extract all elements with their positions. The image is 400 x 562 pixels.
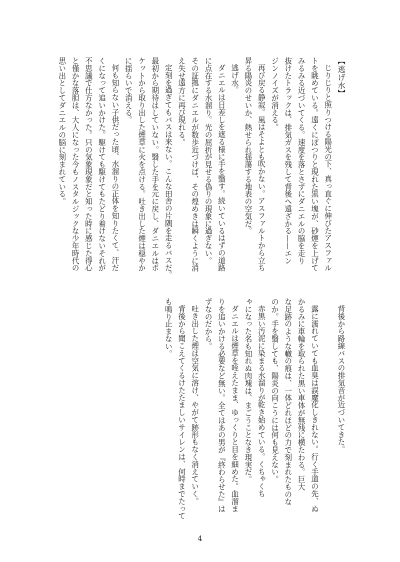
text-line: え失せ遠方に再び現れる。 [177, 57, 187, 146]
chapter-title: 【逃げ水】 [337, 57, 346, 98]
text-line: 再び戻る静寂。風はそよとも吹かない。アスファルトから立ち [257, 64, 267, 272]
text-block-top [55, 57, 348, 281]
text-line: ずなのだから。 [204, 298, 214, 350]
text-line: に点在する水溜り。光の屈折が見せる偽りの現象に過ぎない。 [204, 57, 214, 265]
text-line: その証拠にダニエルが数歩近づけば、その煌めきは瞬くように消 [190, 57, 200, 272]
text-line: ジンノイズが消える。 [270, 57, 280, 131]
text-line: 定刻を過ぎてもバスは来ない。こんな田舎の片隅を走るバスだ。 [164, 64, 174, 279]
text-line: かるみに車輪を取られた黒い車体が無残に横たわる。巨大 [297, 298, 307, 491]
text-line: のか。手を翳しても、陽炎の向こうには何も見えない。 [270, 298, 280, 483]
text-line: ダニエルは煙草を咥えたまま、ゆっくりと目を細めた。血溜ま [230, 305, 240, 513]
text-line: ダニエルは日差しを遮る様に手を翳す。続いているはずの道路 [217, 64, 227, 272]
text-block-bottom [162, 298, 348, 522]
text-line: ゃになった名も知れぬ肉塊は、まごうことなき現実だ。 [243, 298, 253, 483]
text-line: 最初から期待はしていない。翳した手を元に戻し、ダニエルはポ [150, 57, 160, 272]
text-line: 逃げ水。 [230, 64, 240, 94]
text-line: くになって追いかけた。駆けても駆けてもたどり着けないそれが [97, 57, 107, 272]
text-line: 吐き出した煙は空気に溶け、やがて跡形もなく消えていく。 [190, 305, 200, 506]
text-line: りを追いかける必要など無い。全てはあの男が『終わらせた』は [217, 298, 227, 513]
text-line: に揺らいで消える。 [124, 57, 134, 124]
text-line: みるみる近づいてくる。速度を落とさずにダニエルの脇を走り [297, 57, 307, 265]
text-line: 抜けたトラックは、排気ガスを残して背後へ遠ざかる——エン [283, 57, 293, 265]
text-line: ケットから取り出した煙草に火を点ける。吐き出した煙は穏やか [137, 57, 147, 272]
text-line: 何も知らない子供だった頃、水溜りの正体を知りたくて、汗だ [110, 64, 120, 272]
text-line: 思い出としてダニエルの脳に刻まれている。 [57, 57, 67, 205]
section-break [321, 298, 334, 522]
text-line: 昇る陽炎のせいか、熱せられ揺蕩する地表の空気だ。 [243, 57, 253, 235]
text-line: 背後から聞こえてくるけたたましいサイレンは、何時までたって [177, 305, 187, 520]
text-line: も鳴り止まない。 [164, 298, 174, 358]
text-line: と僅かな落胆は、大人になった今もノスタルジックな少年時代の [71, 57, 81, 272]
text-line: じりじりと照りつける陽光の下、真っ直ぐに伸びたアスファル [323, 64, 333, 272]
text-line: 背後から路線バスの排気音が近づいてきた。 [337, 305, 346, 454]
page-number: 4 [197, 535, 203, 543]
text-line: 赤黒い汚泥に染まる水溜りが乾き始めている。くちゃくち [257, 305, 267, 498]
text-line: トを眺めている。遠くにぽつりと現れた黒い塊が、砂煙を上げて [310, 57, 320, 272]
text-line: 不思議で仕方なかった。只の気象現象だと知った時に感じた得心 [84, 57, 94, 272]
text-line: 露に濡れていても血臭は誤魔化しきれない。行く手道の先、ぬ [310, 305, 320, 513]
text-line: な足跡のような轍の痕は、一体どれほどの力で刻まれたものな [283, 298, 293, 506]
